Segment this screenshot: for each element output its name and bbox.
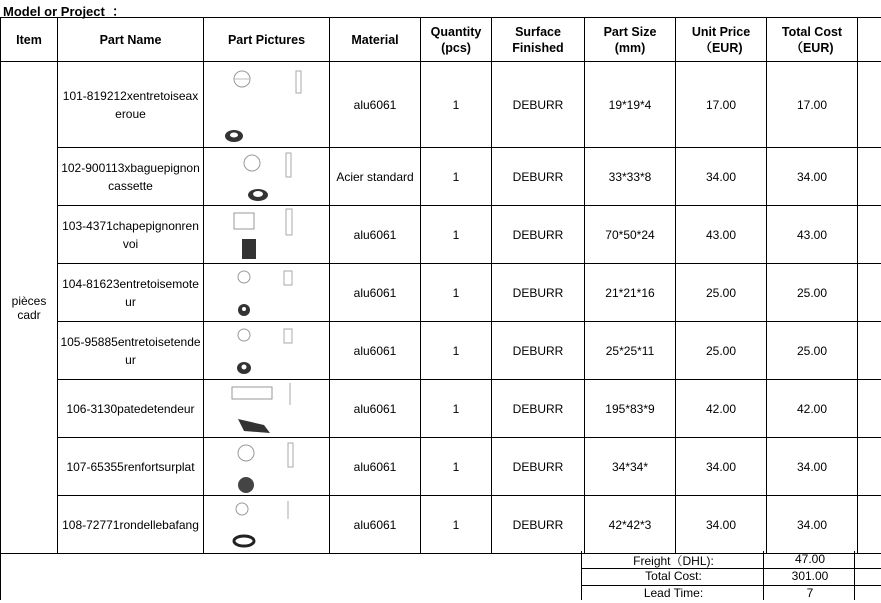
part-name-cell: 103-4371chapepignonrenvoi [58,206,204,264]
lead-time-label: Lead Time: [582,586,765,600]
item-group-cell: pièces cadr [1,62,58,554]
total-value: 301.00 [765,569,855,583]
blank-cell [858,322,881,380]
freight-value: 47.00 [765,552,855,566]
surface-cell: DEBURR [492,496,585,554]
part-picture [204,322,330,380]
header-material: Material [330,18,421,62]
blank-cell [858,496,881,554]
unit-price-cell: 34.00 [676,148,767,206]
material-cell: alu6061 [330,380,421,438]
blank-cell [858,206,881,264]
header-part-name: Part Name [58,18,204,62]
surface-cell: DEBURR [492,264,585,322]
size-cell: 70*50*24 [585,206,676,264]
total-label: Total Cost: [582,569,765,583]
surface-cell: DEBURR [492,206,585,264]
table-row [1,438,881,496]
quantity-cell: 1 [421,62,492,148]
part-picture [204,438,330,496]
total-cost-cell: 34.00 [767,438,858,496]
table-row [1,148,881,206]
quantity-cell: 1 [421,496,492,554]
size-cell: 19*19*4 [585,62,676,148]
unit-price-cell: 17.00 [676,62,767,148]
part-picture [204,148,330,206]
material-cell: alu6061 [330,206,421,264]
total-cost-cell: 25.00 [767,264,858,322]
header-row [1,18,881,62]
header-surface: Surface Finished [492,18,585,62]
blank-cell [858,380,881,438]
total-cost-cell: 42.00 [767,380,858,438]
total-cost-cell: 34.00 [767,496,858,554]
header-quantity: Quantity (pcs) [421,18,492,62]
surface-cell: DEBURR [492,322,585,380]
header-total-cost: Total Cost （EUR) [767,18,858,62]
surface-cell: DEBURR [492,148,585,206]
material-cell: alu6061 [330,264,421,322]
quantity-cell: 1 [421,206,492,264]
total-row [582,569,881,586]
quantity-cell: 1 [421,322,492,380]
size-cell: 195*83*9 [585,380,676,438]
unit-price-cell: 34.00 [676,496,767,554]
total-cost-cell: 43.00 [767,206,858,264]
blank-cell [858,438,881,496]
part-picture [204,62,330,148]
part-picture [204,264,330,322]
total-cost-cell: 17.00 [767,62,858,148]
parts-table [0,17,881,554]
size-cell: 34*34* [585,438,676,496]
total-cost-cell: 34.00 [767,148,858,206]
quantity-cell: 1 [421,264,492,322]
header-blank [858,18,881,62]
freight-row [582,552,881,569]
part-name-cell: 106-3130patedetendeur [58,380,204,438]
surface-cell: DEBURR [492,380,585,438]
project-title: Model or Project ： [3,1,125,20]
freight-label: Freight（DHL): [582,552,765,569]
unit-price-cell: 43.00 [676,206,767,264]
table-row [1,206,881,264]
size-cell: 42*42*3 [585,496,676,554]
size-cell: 21*21*16 [585,264,676,322]
part-picture [204,496,330,554]
material-cell: alu6061 [330,438,421,496]
size-cell: 25*25*11 [585,322,676,380]
table-row [1,264,881,322]
surface-cell: DEBURR [492,438,585,496]
header-unit-price: Unit Price （EUR) [676,18,767,62]
part-picture [204,206,330,264]
header-size: Part Size (mm) [585,18,676,62]
part-name-cell: 108-72771rondellebafang [58,496,204,554]
part-name-cell: 102-900113xbaguepignoncassette [58,148,204,206]
part-name-cell: 105-95885entretoisetendeur [58,322,204,380]
blank-cell [858,148,881,206]
material-cell: alu6061 [330,496,421,554]
table-row [1,62,881,148]
blank-cell [858,264,881,322]
material-cell: Acier standard [330,148,421,206]
material-cell: alu6061 [330,62,421,148]
header-item: Item [1,18,58,62]
part-name-cell: 101-819212xentretoiseaxeroue [58,62,204,148]
size-cell: 33*33*8 [585,148,676,206]
part-name-cell: 107-65355renfortsurplat [58,438,204,496]
table-row [1,380,881,438]
blank-cell [858,62,881,148]
header-part-pictures: Part Pictures [204,18,330,62]
summary-footer [0,551,881,600]
lead-time-row [582,586,881,603]
unit-price-cell: 42.00 [676,380,767,438]
unit-price-cell: 34.00 [676,438,767,496]
unit-price-cell: 25.00 [676,264,767,322]
quantity-cell: 1 [421,438,492,496]
table-row [1,496,881,554]
lead-time-value: 7 [765,586,855,600]
part-name-cell: 104-81623entretoisemoteur [58,264,204,322]
table-row [1,322,881,380]
part-picture [204,380,330,438]
material-cell: alu6061 [330,322,421,380]
quantity-cell: 1 [421,380,492,438]
surface-cell: DEBURR [492,62,585,148]
total-cost-cell: 25.00 [767,322,858,380]
quantity-cell: 1 [421,148,492,206]
unit-price-cell: 25.00 [676,322,767,380]
